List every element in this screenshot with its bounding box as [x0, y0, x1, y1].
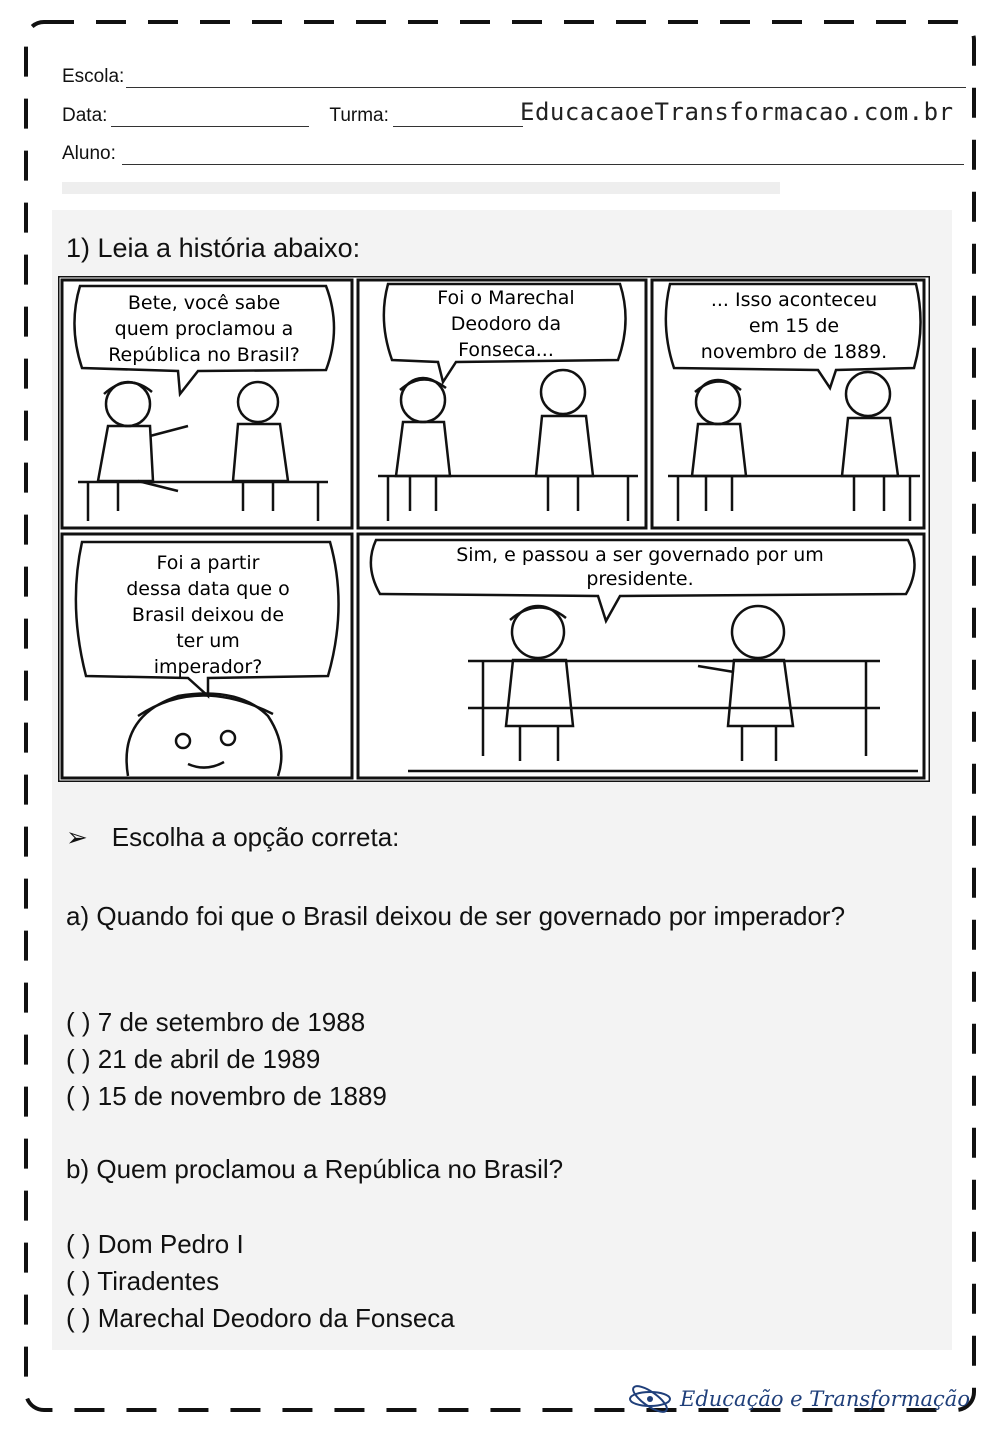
question-b-options	[66, 1226, 455, 1337]
bubble-1-line-1: Bete, você sabe	[127, 292, 281, 314]
school-input-line[interactable]	[126, 69, 966, 88]
brand-name: Educação e Transformação	[680, 1387, 970, 1411]
question-a	[66, 898, 930, 935]
option-b-3[interactable]: ( ) Marechal Deodoro da Fonseca	[66, 1303, 455, 1333]
school-field	[62, 66, 966, 88]
bubble-1-line-3: República no Brasil?	[108, 344, 300, 366]
comic-strip	[58, 276, 930, 782]
question-b-text: b) Quem proclamou a República no Brasil?	[66, 1154, 564, 1184]
student-label: Aluno:	[62, 143, 116, 164]
bubble-2-line-3: Fonseca...	[458, 339, 554, 361]
option-a-1[interactable]: ( ) 7 de setembro de 1988	[66, 1007, 366, 1037]
option-b-1[interactable]: ( ) Dom Pedro I	[66, 1229, 244, 1259]
atom-logo-icon	[628, 1384, 672, 1414]
bubble-2-line-1: Foi o Marechal	[437, 287, 575, 309]
date-field	[62, 105, 523, 127]
bubble-5-line-2: presidente.	[586, 568, 694, 590]
question-a-text: a) Quando foi que o Brasil deixou de ser governado por imperador?	[66, 901, 846, 931]
student-field	[62, 143, 964, 165]
instruction-text: Escolha a opção correta:	[111, 822, 400, 852]
instruction	[66, 822, 399, 853]
bubble-4-line-4: ter um	[176, 630, 240, 652]
arrow-bullet-icon: ➢	[66, 822, 88, 852]
school-label: Escola:	[62, 66, 125, 87]
bubble-4-line-5: imperador?	[153, 656, 263, 678]
class-input-line[interactable]	[393, 108, 523, 127]
option-a-3[interactable]: ( ) 15 de novembro de 1889	[66, 1081, 387, 1111]
date-input-line[interactable]	[111, 108, 309, 127]
website-text: EducacaoeTransformacao.com.br	[520, 98, 954, 126]
option-a-2[interactable]: ( ) 21 de abril de 1989	[66, 1044, 321, 1074]
bubble-1-line-2: quem proclamou a	[114, 318, 294, 340]
header-divider	[62, 182, 780, 194]
footer-brand	[628, 1384, 970, 1414]
bubble-5-line-1: Sim, e passou a ser governado por um	[456, 544, 824, 566]
bubble-3-line-1: ... Isso aconteceu	[710, 289, 878, 311]
class-label: Turma:	[329, 105, 389, 126]
question-1-title: 1) Leia a história abaixo:	[66, 233, 361, 263]
bubble-3-line-3: novembro de 1889.	[700, 341, 888, 363]
question-a-options	[66, 1004, 387, 1115]
date-label: Data:	[62, 105, 108, 126]
bubble-2-line-2: Deodoro da	[450, 313, 562, 335]
bubble-4-line-3: Brasil deixou de	[131, 604, 285, 626]
option-b-2[interactable]: ( ) Tiradentes	[66, 1266, 220, 1296]
bubble-4-line-2: dessa data que o	[126, 578, 290, 600]
bubble-4-line-1: Foi a partir	[156, 552, 260, 574]
bubble-3-line-2: em 15 de	[748, 315, 840, 337]
speech-bubble-4	[76, 542, 339, 696]
student-input-line[interactable]	[122, 146, 964, 165]
